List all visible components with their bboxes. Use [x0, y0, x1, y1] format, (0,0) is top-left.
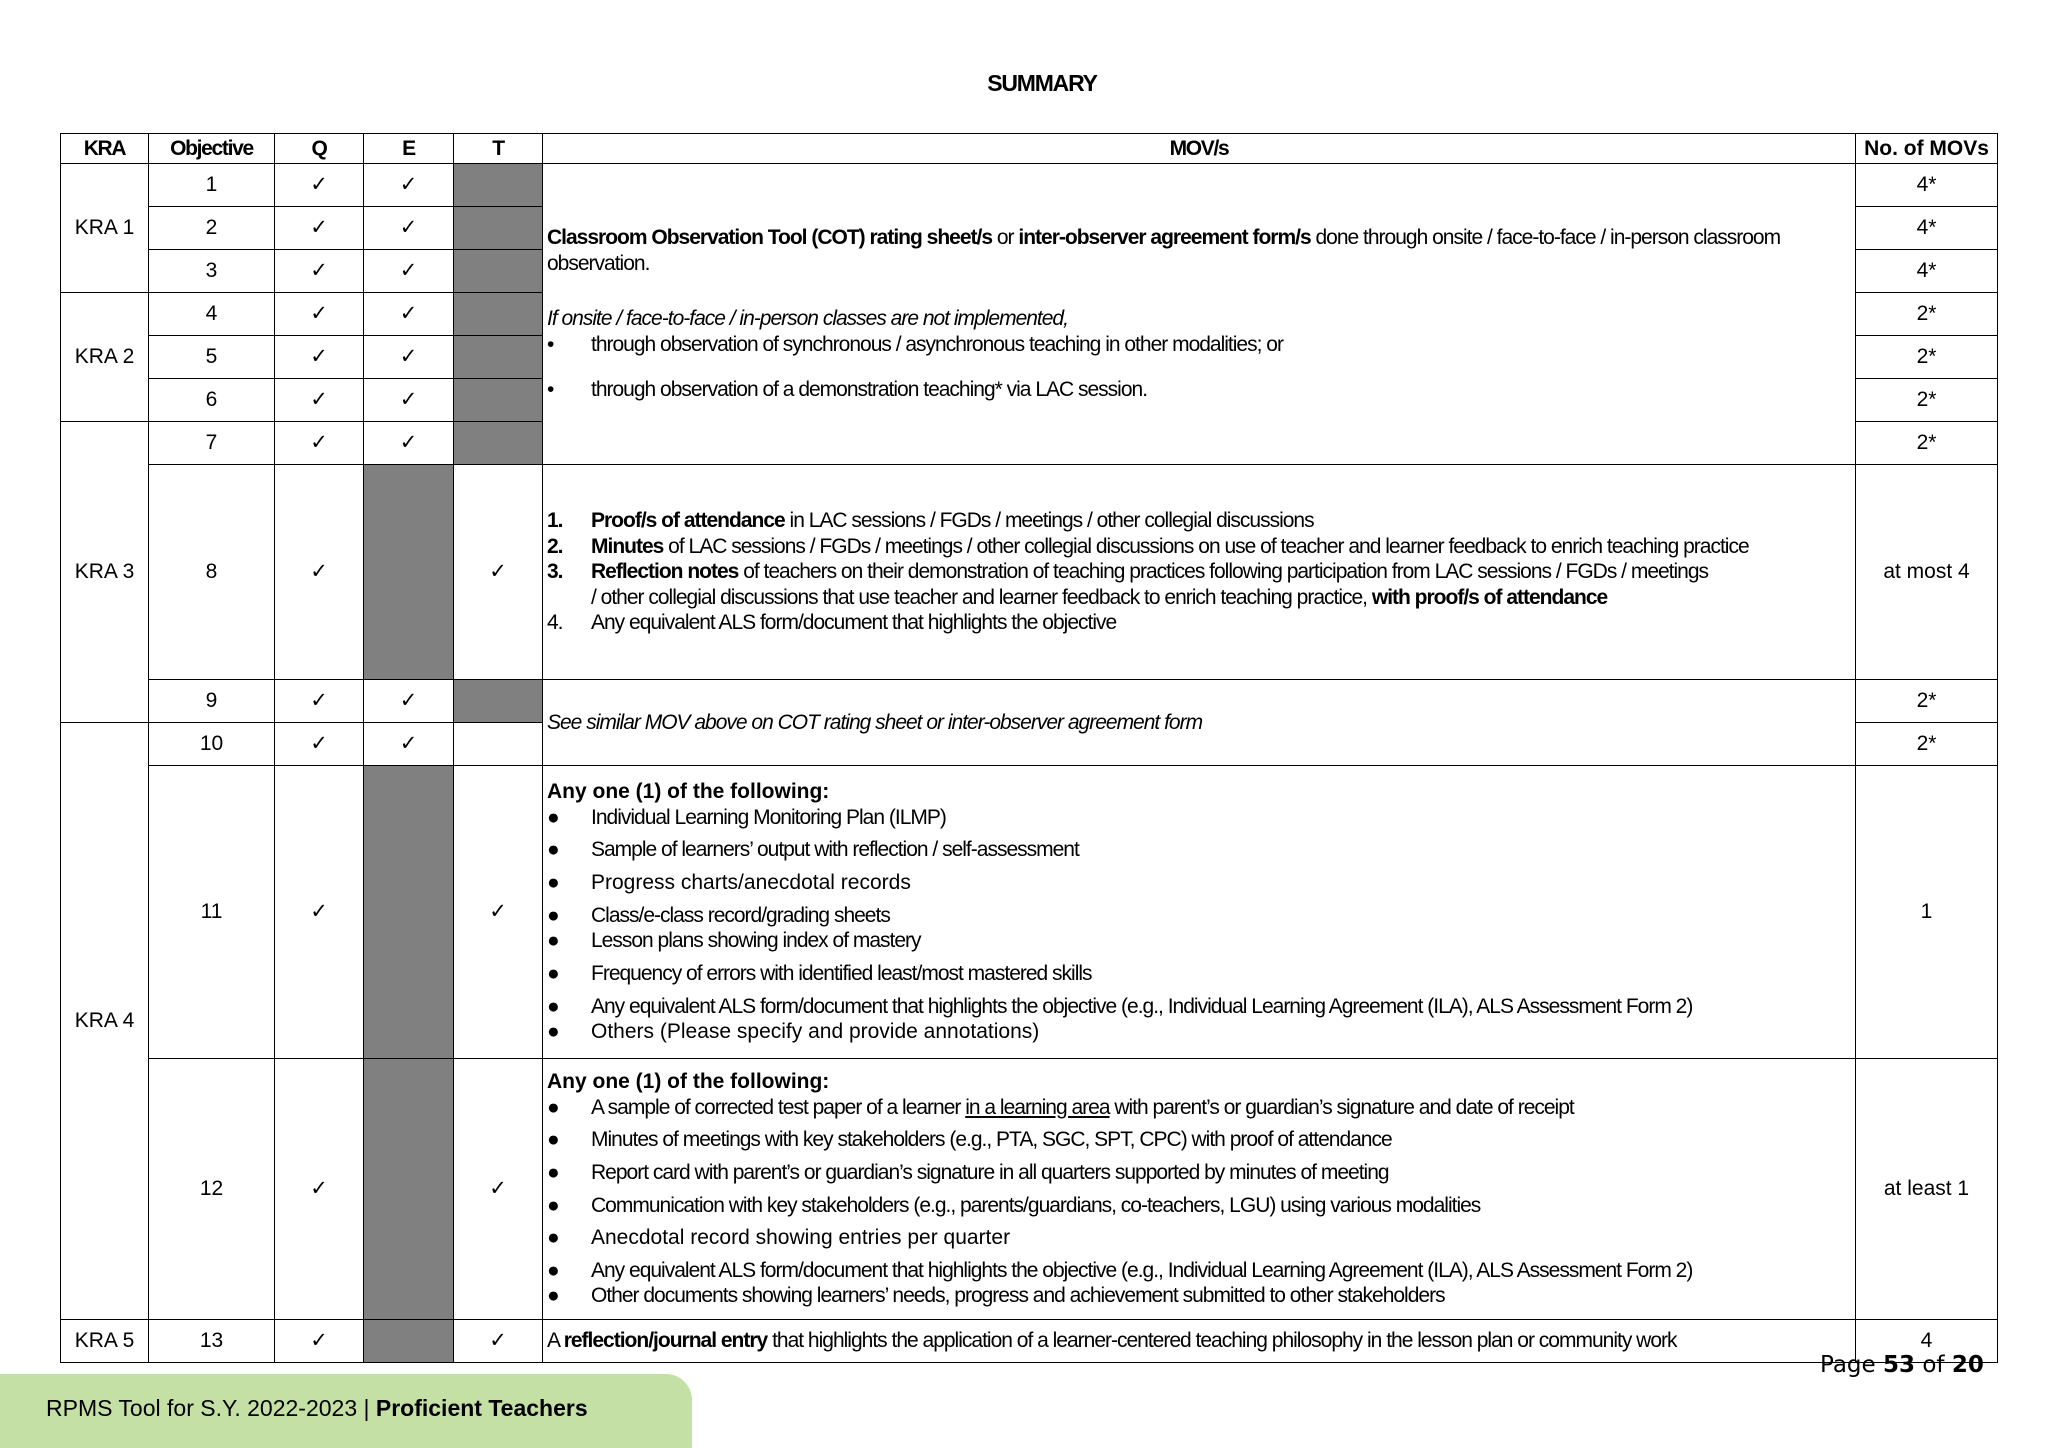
table-row	[61, 1059, 1998, 1320]
t-check: ✓	[454, 1059, 543, 1320]
list-item-text: Individual Learning Monitoring Plan (ILMP)	[591, 805, 946, 829]
objective-number: 2	[149, 207, 275, 250]
continuation-text: / other collegial discussions that use teacher and learner feedback to enrich teaching practice,	[591, 585, 1372, 609]
list-item-text: Report card with parent’s or guardian’s signature in all quarters supported by minutes of meeting	[591, 1160, 1389, 1184]
mov-12-list	[547, 1095, 1851, 1309]
list-item	[547, 1019, 1851, 1045]
list-item-text: A sample of corrected test paper of a learner	[591, 1095, 966, 1119]
q-check: ✓	[275, 379, 364, 422]
q-check: ✓	[275, 1059, 364, 1320]
mov-count: at least 1	[1856, 1059, 1998, 1320]
kra-label: KRA 4	[61, 723, 149, 1320]
list-item	[547, 610, 1851, 636]
objective-number: 13	[149, 1320, 275, 1363]
q-check: ✓	[275, 207, 364, 250]
kra-label: KRA 5	[61, 1320, 149, 1363]
list-item-text: with parent’s or guardian’s signature and date of receipt	[1109, 1095, 1574, 1119]
list-item-bold: Proof/s of attendance	[591, 508, 785, 532]
mov-8-list	[547, 508, 1851, 636]
list-item-underlined: in a learning area	[965, 1095, 1110, 1119]
e-check: ✓	[364, 680, 454, 723]
mov-11-cell	[543, 766, 1856, 1059]
mov-9-text: See similar MOV above on COT rating sheet or inter-observer agreement form	[547, 710, 1203, 734]
mov-count: 2*	[1856, 723, 1998, 766]
e-check: ✓	[364, 422, 454, 465]
list-item-text: Others (Please specify and provide annotations)	[591, 1020, 1040, 1044]
mov-count: 1	[1856, 766, 1998, 1059]
mov-13-pre: A	[547, 1329, 564, 1353]
q-check: ✓	[275, 723, 364, 766]
list-number: 4.	[547, 611, 563, 635]
bullet-icon: ●	[547, 929, 559, 953]
header-objective: Objective	[149, 134, 275, 164]
mov-12-cell	[543, 1059, 1856, 1320]
list-item	[547, 994, 1851, 1020]
footer-text	[46, 1395, 588, 1422]
objective-number: 11	[149, 766, 275, 1059]
page-number	[1820, 1352, 1984, 1378]
continuation-bold: with proof/s of attendance	[1371, 585, 1608, 609]
e-shaded-cell	[364, 465, 454, 680]
mov-13-cell	[543, 1320, 1856, 1363]
list-item	[547, 559, 1851, 610]
list-item	[547, 1193, 1851, 1219]
header-t: T	[454, 134, 543, 164]
page-title: SUMMARY	[987, 70, 1097, 96]
mov-11-heading: Any one (1) of the following:	[547, 780, 830, 804]
summary-table	[60, 133, 1998, 1363]
mov-13-text: that highlights the application of a learner-centered teaching philosophy in the lesson plan or community work	[767, 1329, 1677, 1353]
mov-count: 4*	[1856, 164, 1998, 207]
list-item-text: Other documents showing learners’ needs, progress and achievement submitted to other stakeholders	[591, 1284, 1445, 1308]
bullet-icon: ●	[547, 961, 559, 985]
list-item-text: Any equivalent ALS form/document that highlights the objective (e.g., Individual Learning Agreement (ILA), ALS Assessment Form 2)	[591, 994, 1693, 1018]
q-check: ✓	[275, 422, 364, 465]
list-item-text: Minutes of meetings with key stakeholders (e.g., PTA, SGC, SPT, CPC) with proof of attendance	[591, 1128, 1392, 1152]
header-q: Q	[275, 134, 364, 164]
objective-number: 8	[149, 465, 275, 680]
list-item	[547, 1225, 1851, 1251]
q-check: ✓	[275, 766, 364, 1059]
mov-count: 4*	[1856, 207, 1998, 250]
list-item	[547, 805, 1851, 831]
e-shaded-cell	[364, 1059, 454, 1320]
bullet-icon: ●	[547, 1258, 559, 1282]
bullet-icon: ●	[547, 805, 559, 829]
e-check: ✓	[364, 164, 454, 207]
list-item	[547, 928, 1851, 954]
e-check: ✓	[364, 336, 454, 379]
t-shaded-cell	[454, 293, 543, 336]
list-item	[547, 1283, 1851, 1309]
list-item	[547, 508, 1851, 534]
list-item	[547, 377, 1851, 403]
q-check: ✓	[275, 293, 364, 336]
mov-cot-text	[547, 225, 1851, 276]
e-check: ✓	[364, 250, 454, 293]
objective-number: 9	[149, 680, 275, 723]
bullet-icon: ●	[547, 1128, 559, 1152]
list-item	[547, 903, 1851, 929]
t-empty-cell	[454, 723, 543, 766]
mov-count: 2*	[1856, 293, 1998, 336]
header-movs: MOV/s	[543, 134, 1856, 164]
table-row	[61, 465, 1998, 680]
bullet-icon: •	[547, 378, 554, 402]
objective-number: 10	[149, 723, 275, 766]
list-item	[547, 837, 1851, 863]
table-row	[61, 164, 1998, 207]
list-item	[547, 1258, 1851, 1284]
mov-11-list	[547, 805, 1851, 1045]
mov-count: 2*	[1856, 379, 1998, 422]
header-e: E	[364, 134, 454, 164]
mov-cot-rest: done through onsite / face-to-face / in-person classroom observation.	[547, 225, 1781, 275]
header-no-of-movs: No. of MOVs	[1856, 134, 1998, 164]
q-check: ✓	[275, 680, 364, 723]
mov-count: at most 4	[1856, 465, 1998, 680]
list-number: 1.	[547, 508, 563, 532]
mov-count: 4*	[1856, 250, 1998, 293]
list-item-text: Communication with key stakeholders (e.g., parents/guardians, co-teachers, LGU) using various modalities	[591, 1193, 1481, 1217]
list-item-text: Sample of learners’ output with reflection / self-assessment	[591, 838, 1079, 862]
list-item-text: in LAC sessions / FGDs / meetings / other collegial discussions	[784, 508, 1314, 532]
mov-cot-italic: If onsite / face-to-face / in-person classes are not implemented,	[547, 307, 1068, 331]
objective-number: 4	[149, 293, 275, 336]
page-label: Page	[1820, 1352, 1883, 1378]
t-check: ✓	[454, 766, 543, 1059]
list-item-bold: Minutes	[591, 534, 664, 558]
list-item-text: Anecdotal record showing entries per quarter	[591, 1226, 1011, 1250]
mov-count: 2*	[1856, 680, 1998, 723]
q-check: ✓	[275, 1320, 364, 1363]
list-item-text: of teachers on their demonstration of teaching practices following participation from LAC sessions / FGDs / meetings	[738, 560, 1709, 584]
bullet-icon: ●	[547, 994, 559, 1018]
mov-cot-cell	[543, 164, 1856, 465]
list-item-text: of LAC sessions / FGDs / meetings / other collegial discussions on use of teacher and learner feedback to enrich teaching practice	[663, 534, 1749, 558]
list-item-continuation	[591, 585, 1851, 611]
list-item-text: Frequency of errors with identified least/most mastered skills	[591, 961, 1092, 985]
e-check: ✓	[364, 293, 454, 336]
mov-count: 4	[1856, 1320, 1998, 1363]
kra-label: KRA 1	[61, 164, 149, 293]
mov-cot-or: or	[992, 225, 1019, 249]
q-check: ✓	[275, 336, 364, 379]
bullet-icon: ●	[547, 871, 560, 895]
objective-number: 12	[149, 1059, 275, 1320]
list-item	[547, 332, 1851, 358]
list-item	[547, 534, 1851, 560]
e-shaded-cell	[364, 1320, 454, 1363]
list-number: 2.	[547, 534, 563, 558]
bullet-icon: ●	[547, 1284, 559, 1308]
list-item-text: Any equivalent ALS form/document that highlights the objective (e.g., Individual Learning Agreement (ILA), ALS Assessment Form 2)	[591, 1258, 1693, 1282]
footer-label: RPMS Tool for S.Y. 2022-2023 |	[46, 1395, 376, 1421]
page-of: of	[1915, 1352, 1952, 1378]
objective-number: 7	[149, 422, 275, 465]
footer-bold: Proficient Teachers	[375, 1395, 588, 1421]
bullet-icon: ●	[547, 1193, 559, 1217]
objective-number: 5	[149, 336, 275, 379]
e-check: ✓	[364, 723, 454, 766]
t-shaded-cell	[454, 207, 543, 250]
mov-9-cell	[543, 680, 1856, 766]
bullet-icon: ●	[547, 1226, 560, 1250]
spacer	[547, 276, 1851, 306]
header-row	[61, 134, 1998, 164]
bullet-icon: ●	[547, 903, 559, 927]
t-check: ✓	[454, 465, 543, 680]
q-check: ✓	[275, 465, 364, 680]
kra-label: KRA 2	[61, 293, 149, 422]
t-check: ✓	[454, 1320, 543, 1363]
bullet-icon: ●	[547, 1160, 559, 1184]
header-kra: KRA	[61, 134, 149, 164]
mov-cot-bold-2: inter-observer agreement form/s	[1018, 225, 1311, 249]
list-item	[547, 1095, 1851, 1121]
bullet-icon: •	[547, 332, 554, 356]
table-row	[61, 1320, 1998, 1363]
mov-count: 2*	[1856, 336, 1998, 379]
e-check: ✓	[364, 379, 454, 422]
kra-label: KRA 3	[61, 422, 149, 723]
t-shaded-cell	[454, 680, 543, 723]
list-item-text: through observation of synchronous / asynchronous teaching in other modalities; or	[591, 332, 1283, 356]
t-shaded-cell	[454, 250, 543, 293]
list-item-text: Lesson plans showing index of mastery	[591, 929, 921, 953]
e-shaded-cell	[364, 766, 454, 1059]
list-item	[547, 961, 1851, 987]
table-row	[61, 766, 1998, 1059]
bullet-icon: ●	[547, 838, 559, 862]
table-row	[61, 680, 1998, 723]
mov-13-bold: reflection/journal entry	[563, 1329, 768, 1353]
list-item-text: through observation of a demonstration teaching* via LAC session.	[591, 378, 1148, 402]
objective-number: 3	[149, 250, 275, 293]
mov-cot-bold-1: Classroom Observation Tool (COT) rating sheet/s	[547, 225, 993, 249]
mov-8-cell	[543, 465, 1856, 680]
list-item	[547, 1127, 1851, 1153]
page-total: 20	[1951, 1352, 1984, 1378]
list-item	[547, 1160, 1851, 1186]
objective-number: 1	[149, 164, 275, 207]
objective-number: 6	[149, 379, 275, 422]
bullet-icon: ●	[547, 1020, 560, 1044]
q-check: ✓	[275, 250, 364, 293]
mov-cot-bullets	[547, 332, 1851, 403]
list-item	[547, 870, 1851, 896]
t-shaded-cell	[454, 379, 543, 422]
list-item-text: Any equivalent ALS form/document that highlights the objective	[591, 611, 1117, 635]
list-item-bold: Reflection notes	[591, 560, 739, 584]
bullet-icon: ●	[547, 1095, 559, 1119]
t-shaded-cell	[454, 422, 543, 465]
list-item-text: Progress charts/anecdotal records	[591, 871, 911, 895]
e-check: ✓	[364, 207, 454, 250]
t-shaded-cell	[454, 164, 543, 207]
page-current: 53	[1883, 1352, 1916, 1378]
mov-12-heading: Any one (1) of the following:	[547, 1070, 830, 1094]
list-item-text: Class/e-class record/grading sheets	[591, 903, 890, 927]
list-number: 3.	[547, 560, 563, 584]
q-check: ✓	[275, 164, 364, 207]
t-shaded-cell	[454, 336, 543, 379]
mov-count: 2*	[1856, 422, 1998, 465]
